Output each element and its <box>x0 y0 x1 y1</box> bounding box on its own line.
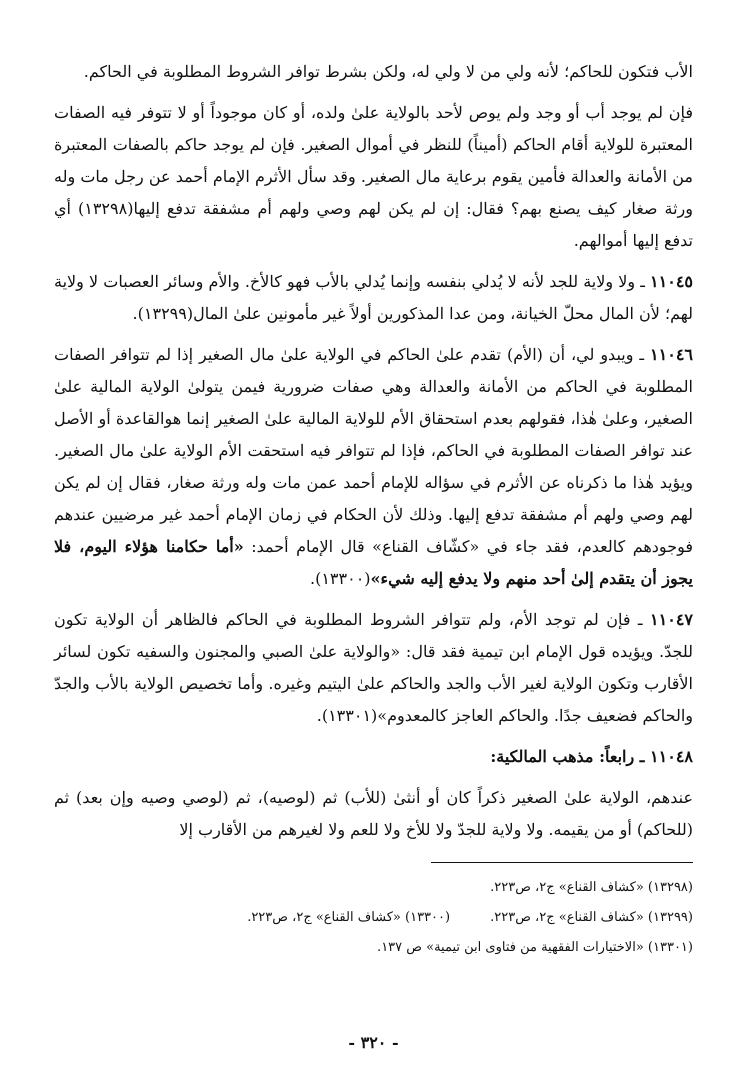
paragraph-number: ١١٠٤٧ <box>650 610 693 629</box>
footnote: (١٣٢٩٩) «كشاف القناع» ج٢، ص٢٢٣. <box>490 910 693 925</box>
paragraph-text: عندهم، الولاية علىٰ الصغير ذكراً كان أو أنثىٰ (للأب) ثم (لوصيه)، ثم (لوصي وصيه وإن بعد) ثم (للحاكم) أو من يقيمه. ولا ولاية للجدّ ولا للأخ ولا للعم ولا لغيرهم من الأقارب إلا <box>54 788 693 839</box>
footnote: (١٣٣٠١) «الاختيارات الفقهية من فتاوى ابن تيمية» ص ١٣٧. <box>377 940 693 955</box>
body-text <box>54 56 693 846</box>
paragraph-11048-heading <box>54 741 693 773</box>
paragraph-text: الأب فتكون للحاكم؛ لأنه ولي من لا ولي له، ولكن بشرط توافر الشروط المطلوبة في الحاكم. <box>83 62 693 81</box>
paragraph-text: ـ ولا ولاية للجد لأنه لا يُدلي بنفسه وإنما يُدلي بالأب فهو كالأخ. والأم وسائر العصبات لا ولاية لهم؛ لأن المال محلّ الخيانة، ومن عدا المذكورين أولاً غير مأمونين علىٰ المال(١٣٢٩٩). <box>54 272 693 323</box>
paragraph-text: ـ ويبدو لي، أن (الأم) تقدم علىٰ الحاكم في الولاية علىٰ مال الصغير إذا لم تتوافر الصفات المطلوبة في الحاكم من الأمانة والعدالة وهي صفات ضرورية فيمن يتولىٰ الولاية المالية علىٰ الصغير، وعلىٰ هٰذا، فقولهم بعدم استحقاق الأم للولاية المالية علىٰ الصغير إنما هوالقاعدة أو الأصل عند توافر الصفات المطلوبة في الحاكم، فإذا لم تتوافر فيه استحقت الأم الولاية علىٰ مال الصغير. ويؤيد هٰذا ما ذكرناه عن الأثرم في سؤاله للإمام أحمد عمن مات وله ورثة صغار، فقال إن لم يكن لهم وصي ولهم أم مشفقة تدفع إليها. وذلك لأن الحكام في زمان الإمام أحمد غير مرضيين عندهم فوجودهم كالعدم، فقد جاء في «كشّاف القناع» قال الإمام أحمد: <box>54 345 694 556</box>
paragraph-number: ١١٠٤٦ <box>650 345 693 364</box>
footnote: (١٣٢٩٨) «كشاف القناع» ج٢، ص٢٢٣. <box>490 880 693 895</box>
paragraph-11047 <box>54 604 693 732</box>
paragraph-maliki <box>54 782 693 846</box>
paragraph-11046 <box>54 339 693 595</box>
paragraph-guardian-absent <box>54 97 693 257</box>
footnote: (١٣٣٠٠) «كشاف القناع» ج٢، ص٢٢٣. <box>247 910 451 925</box>
footnote-ref: (١٣٣٠٠). <box>310 569 371 588</box>
paragraph-text: ـ فإن لم توجد الأم، ولم تتوافر الشروط المطلوبة في الحاكم فالظاهر أن الولاية تكون للجدّ. ويؤيده قول الإمام ابن تيمية فقد قال: «والولاية علىٰ الصبي والمجنون والسفيه تكون لسائر الأقارب وتكون الولاية لغير الأب والجد والحاكم علىٰ اليتيم وغيره. وأما تخصيص الولاية بالأب والجدّ والحاكم فضعيف جدًا. والحاكم العاجز كالمعدوم»(١٣٣٠١). <box>54 610 693 725</box>
bold-quote: «أما حكامنا هؤلاء اليوم، فلا يجوز أن يتقدم إلىٰ أحد منهم ولا يدفع إليه شيء» <box>54 537 693 588</box>
paragraph-number: ١١٠٤٥ <box>650 272 694 291</box>
paragraph-11045 <box>54 266 693 330</box>
footnotes <box>54 873 693 963</box>
paragraph-number: ١١٠٤٨ <box>650 747 693 766</box>
page-number: - ٣٢٠ - <box>348 1033 399 1052</box>
footnote-row <box>54 903 693 933</box>
paragraph-text: فإن لم يوجد أب أو وجد ولم يوص لأحد بالولاية علىٰ ولده، أو كان موجوداً أو لا تتوفر فيه الصفات المعتبرة للولاية أقام الحاكم (أميناً) للنظر في أموال الصغير. فإن لم يوجد حاكم بالصفات المعتبرة من الأمانة والعدالة فأمين يقوم برعاية مال الصغير. وقد سأل الأثرم الإمام أحمد عن رجل مات وله ورثة صغار كيف يصنع بهم؟ فقال: إن لم يكن لهم وصي ولهم أم مشفقة تدفع إليها(١٣٢٩٨) أي تدفع إليها أموالهم. <box>54 103 694 250</box>
footnote-divider <box>431 862 693 863</box>
section-heading: ـ رابعاً: مذهب المالكية: <box>490 747 651 766</box>
paragraph-continuation <box>54 56 693 88</box>
